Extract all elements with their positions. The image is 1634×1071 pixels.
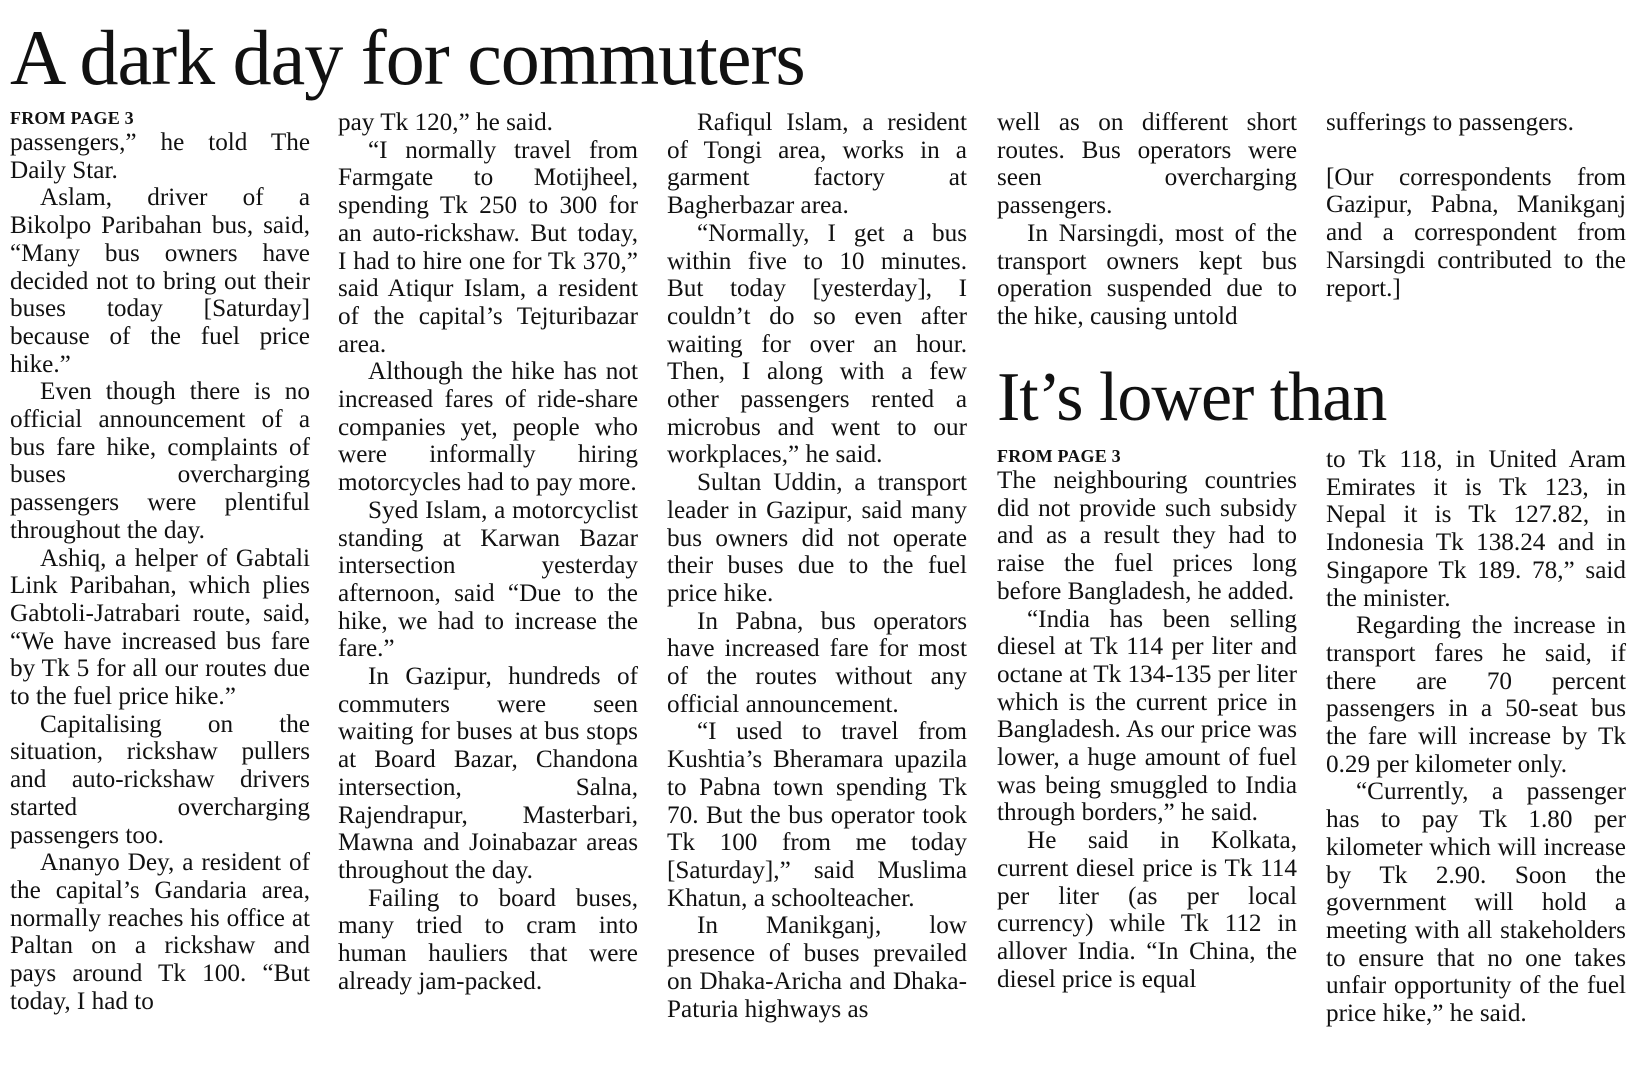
credit-note: [Our correspondents from Gazipur, Pabna, Manikganj and a correspondent from Narsingdi contributed to the report.] bbox=[1326, 163, 1626, 302]
article2-column-2 bbox=[1326, 446, 1626, 1028]
paragraph: “India has been selling diesel at Tk 114 per liter and octane at Tk 134-135 per liter which is the current price in Bangladesh. As our price was lower, a huge amount of fuel was being smuggled to India through borders,” he said. bbox=[997, 605, 1297, 827]
paragraph: “Currently, a passenger has to pay Tk 1.80 per kilometer which will increase by Tk 2.90. Soon the government will hold a meeting with all stakeholders to ensure that no one takes unfair opportunity of the fuel price hike,” he said. bbox=[1326, 778, 1626, 1028]
paragraph: The neighbouring countries did not provide such subsidy and as a result they had to raise the fuel prices long before Bangladesh, he added. bbox=[997, 467, 1297, 605]
continuation-kicker: FROM PAGE 3 bbox=[10, 108, 134, 128]
paragraph: Although the hike has not increased fares of ride-share companies yet, people who were informally hiring motorcycles had to pay more. bbox=[338, 358, 638, 497]
paragraph: pay Tk 120,” he said. bbox=[338, 109, 553, 136]
paragraph: Even though there is no official announcement of a bus fare hike, complaints of buses overcharging passengers were plentiful throughout the day. bbox=[10, 378, 310, 544]
article1-column-3 bbox=[667, 109, 967, 1023]
paragraph: In Pabna, bus operators have increased fare for most of the routes without any official announcement. bbox=[667, 607, 967, 718]
paragraph: passengers,” he told The Daily Star. bbox=[10, 129, 310, 184]
paragraph: In Manikganj, low presence of buses prevailed on Dhaka-Aricha and Dhaka-Paturia highways as bbox=[667, 912, 967, 1023]
article-headline: A dark day for commuters bbox=[10, 14, 805, 101]
paragraph: He said in Kolkata, current diesel price is Tk 114 per liter (as per local currency) while Tk 112 in allover India. “In China, the diesel price is equal bbox=[997, 827, 1297, 993]
paragraph: sufferings to passengers. bbox=[1326, 109, 1574, 136]
paragraph: “Normally, I get a bus within five to 10 minutes. But today [yesterday], I couldn’t do so even after waiting for over an hour. Then, I along with a few other passengers rented a microbus and went to our workplaces,” he said. bbox=[667, 219, 967, 469]
paragraph: Failing to board buses, many tried to cram into human hauliers that were already jam-packed. bbox=[338, 884, 638, 995]
paragraph: Ananyo Dey, a resident of the capital’s Gandaria area, normally reaches his office at Paltan on a rickshaw and pays around Tk 100. “But today, I had to bbox=[10, 849, 310, 1015]
paragraph: “I normally travel from Farmgate to Motijheel, spending Tk 250 to 300 for an auto-rickshaw. But today, I had to hire one for Tk 370,” said Atiqur Islam, a resident of the capital’s Tejturibazar area. bbox=[338, 136, 638, 358]
article2-column-1 bbox=[997, 445, 1297, 993]
article-headline: It’s lower than bbox=[997, 359, 1387, 436]
article1-column-4 bbox=[997, 109, 1297, 331]
paragraph: Sultan Uddin, a transport leader in Gazipur, said many bus owners did not operate their buses due to the fuel price hike. bbox=[667, 469, 967, 607]
paragraph: In Gazipur, hundreds of commuters were seen waiting for buses at bus stops at Board Bazar, Chandona intersection, Salna, Rajendrapur, Masterbari, Mawna and Joinabazar areas throughout the day. bbox=[338, 663, 638, 884]
continuation-kicker: FROM PAGE 3 bbox=[997, 446, 1121, 466]
paragraph: In Narsingdi, most of the transport owners kept bus operation suspended due to the hike, causing untold bbox=[997, 219, 1297, 330]
paragraph: Rafiqul Islam, a resident of Tongi area, works in a garment factory at Bagherbazar area. bbox=[667, 109, 967, 220]
paragraph: to Tk 118, in United Aram Emirates it is Tk 123, in Nepal it is Tk 127.82, in Indonesia Tk 138.24 and in Singapore Tk 189. 78,” said the minister. bbox=[1326, 446, 1626, 612]
paragraph: Aslam, driver of a Bikolpo Paribahan bus, said, “Many bus owners have decided not to bring out their buses today [Saturday] because of the fuel price hike.” bbox=[10, 184, 310, 378]
paragraph: Regarding the increase in transport fares he said, if there are 70 percent passengers in a 50-seat bus the fare will increase by Tk 0.29 per kilometer only. bbox=[1326, 612, 1626, 778]
paragraph: Syed Islam, a motorcyclist standing at Karwan Bazar intersection yesterday afternoon, said “Due to the hike, we had to increase the fare.” bbox=[338, 496, 638, 663]
paragraph: well as on different short routes. Bus operators were seen overcharging passengers. bbox=[997, 109, 1297, 220]
paragraph: “I used to travel from Kushtia’s Bheramara upazila to Pabna town spending Tk 70. But the bus operator took Tk 100 from me today [Saturday],” said Muslima Khatun, a schoolteacher. bbox=[667, 718, 967, 912]
article1-column-2 bbox=[338, 109, 638, 996]
paragraph: Capitalising on the situation, rickshaw pullers and auto-rickshaw drivers started overcharging passengers too. bbox=[10, 710, 310, 849]
article1-column-1 bbox=[10, 107, 310, 1016]
article1-column-5 bbox=[1326, 109, 1626, 302]
paragraph: Ashiq, a helper of Gabtali Link Paribahan, which plies Gabtoli-Jatrabari route, said, “We have increased bus fare by Tk 5 for all our routes due to the fuel price hike.” bbox=[10, 544, 310, 711]
